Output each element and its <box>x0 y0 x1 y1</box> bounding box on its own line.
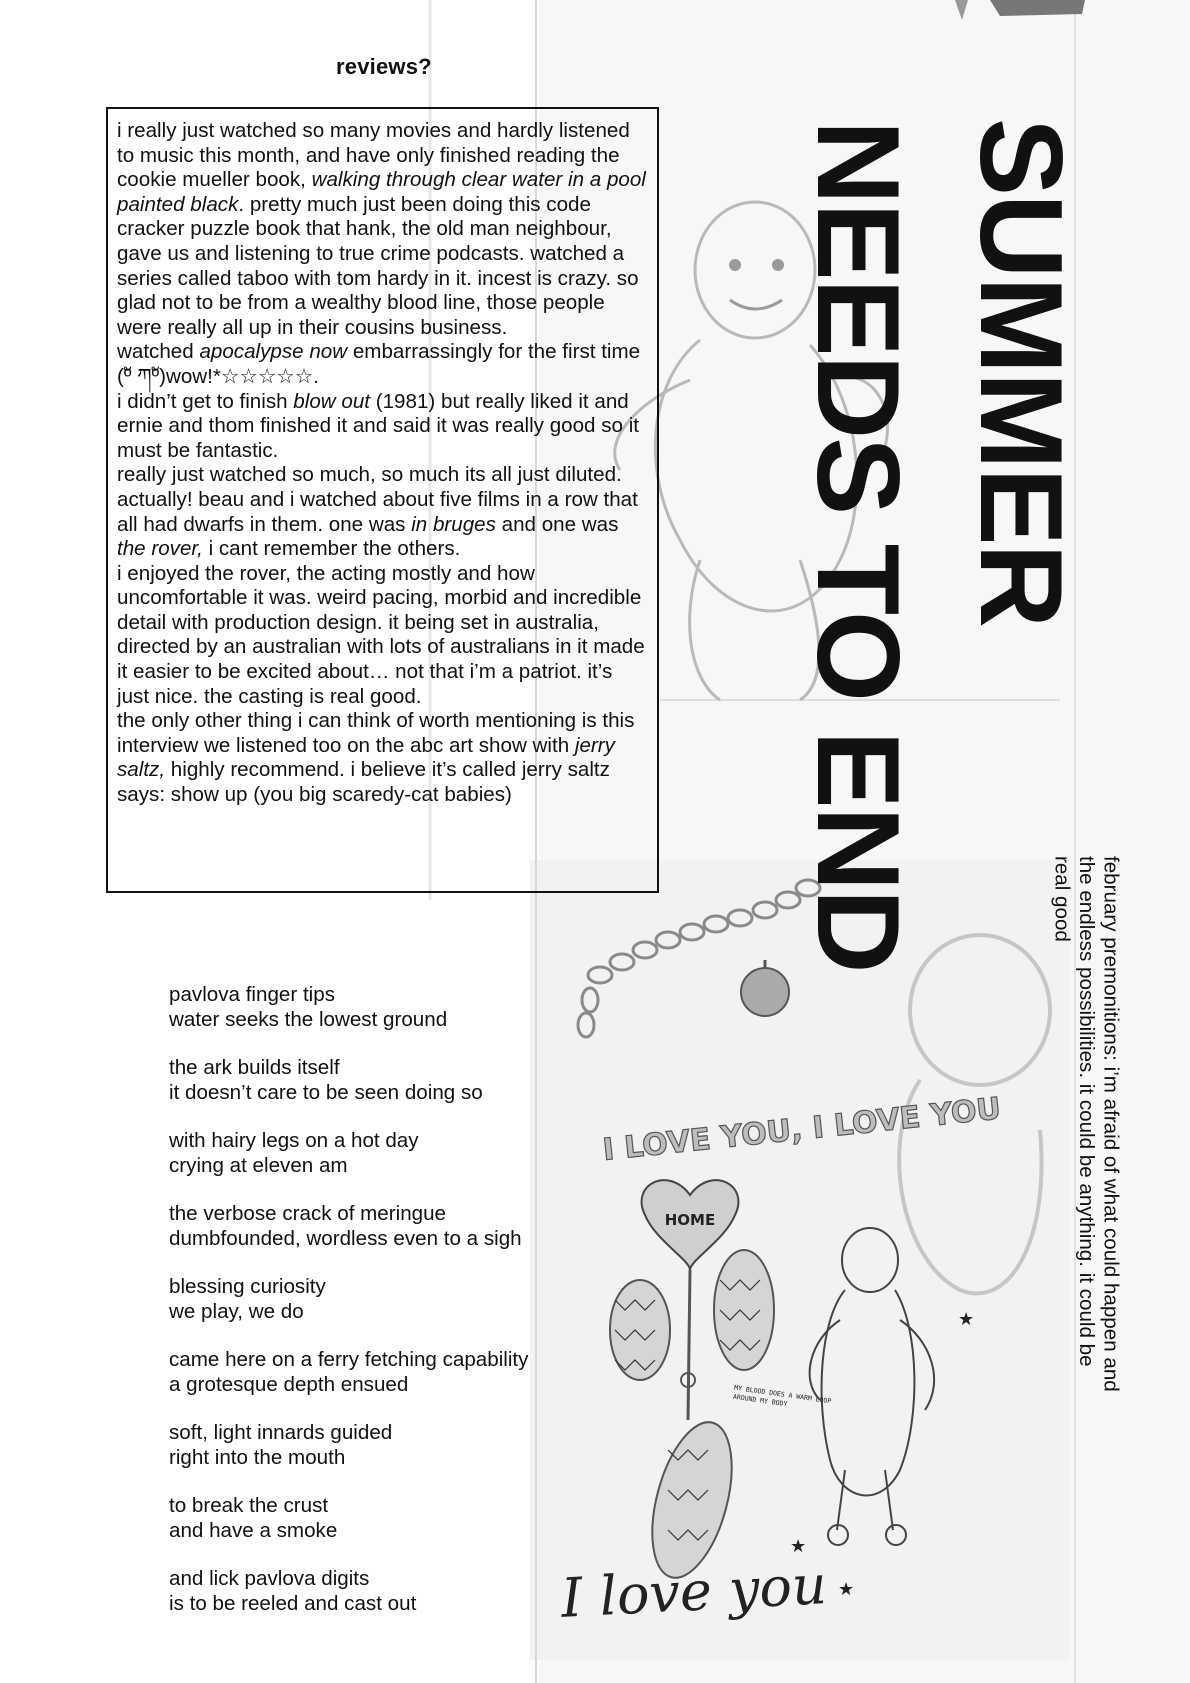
poem-line: water seeks the lowest ground <box>169 1007 448 1031</box>
side-note: february premonitions: i’m afraid of what could happen and the endless possibilities. it could be anything. it could be real good <box>1050 856 1123 1392</box>
love-you-lettering <box>600 1091 1003 1200</box>
poem-line: pavlova finger tips <box>169 983 335 1006</box>
svg-text:★: ★ <box>838 1579 855 1600</box>
title-line-1: SUMMER <box>956 118 1087 626</box>
reviews-box <box>106 107 659 893</box>
review-paragraph <box>117 119 649 340</box>
review-title-text: jerry saltz, <box>117 733 615 782</box>
love-you-text: I LOVE YOU, I LOVE YOU <box>601 1091 1003 1168</box>
review-title-text: in bruges <box>411 512 496 536</box>
review-text-run: highly recommend. i believe it’s called jerry saltz says: show up (you big scaredy-cat babies) <box>117 758 610 807</box>
review-paragraph <box>117 562 649 710</box>
review-text-run: i really just watched so many movies and hardly listened to music this month, and have only finished reading the cookie mueller book, <box>117 119 630 192</box>
review-text-run: really just watched so much, so much its all just diluted. actually! beau and i watched about five films in a row that all had dwarfs in them. one was <box>117 463 638 536</box>
poem-line: and have a smoke <box>169 1518 338 1542</box>
svg-text:★: ★ <box>790 1536 807 1557</box>
poem-stanza <box>169 1129 609 1178</box>
love-you-script: I love you <box>559 1553 829 1630</box>
poem-line: the verbose crack of meringue <box>169 1202 447 1225</box>
poem-stanza <box>169 1421 609 1470</box>
review-paragraph <box>117 463 649 561</box>
poem-stanza <box>169 983 609 1032</box>
blood-note-text: MY BLOOD DOES A WARM LOOP AROUND MY BODY <box>732 1383 832 1409</box>
poem-line: is to be reeled and cast out <box>169 1591 417 1615</box>
poem-line: to break the crust <box>169 1494 329 1517</box>
poem-stanza <box>169 1056 609 1105</box>
review-title-text: blow out <box>293 389 371 413</box>
svg-text:HOME: HOME <box>664 1211 716 1229</box>
poem-line: a grotesque depth ensued <box>169 1372 409 1396</box>
poem-stanza <box>169 1494 609 1543</box>
review-text-run: i cant remember the others. <box>202 537 461 561</box>
poem-line: the ark builds itself <box>169 1056 340 1079</box>
review-text-run: i enjoyed the rover, the acting mostly and how uncomfortable it was. weird pacing, morbid and incredible detail with production design. it being set in australia, directed by an australian with lots of australians in it made it easier to be excited about… not that i’m a patriot. it’s just nice. the casting is real good. <box>117 561 645 708</box>
svg-text:★: ★ <box>958 1309 975 1330</box>
review-text-run: embarrassingly for the first time (ºั ཀºั)wow!*☆☆☆☆☆. <box>117 340 641 388</box>
poem-stanza <box>169 1202 609 1251</box>
review-title-text: walking through clear water in a pool painted black <box>117 168 646 216</box>
review-text-run: the only other thing i can think of worth mentioning is this interview we listened too on the abc art show with <box>117 709 635 757</box>
poem-line: came here on a ferry fetching capability <box>169 1348 529 1371</box>
poem-line: right into the mouth <box>169 1445 346 1469</box>
poem-line: we play, we do <box>169 1299 304 1323</box>
review-title-text: apocalypse now <box>199 340 348 364</box>
review-paragraph <box>117 340 649 389</box>
poem-line: soft, light innards guided <box>169 1421 393 1444</box>
reviews-body <box>117 119 649 808</box>
poem-line: crying at eleven am <box>169 1153 348 1177</box>
poem-stanza <box>169 1567 609 1616</box>
poem-line: dumbfounded, wordless even to a sigh <box>169 1226 522 1250</box>
review-paragraph <box>117 390 649 464</box>
poem-stanza <box>169 1275 609 1324</box>
title-line-2: NEEDS TO END <box>793 120 924 972</box>
review-paragraph <box>117 709 649 807</box>
reviews-heading: reviews? <box>336 54 432 79</box>
review-text-run: watched <box>117 340 200 364</box>
poem <box>169 983 609 1640</box>
poem-line: with hairy legs on a hot day <box>169 1129 419 1152</box>
review-text-run: (1981) but really liked it and ernie and thom finished it and said it was really good so it must be fantastic. <box>117 389 640 462</box>
poem-line: blessing curiosity <box>169 1275 326 1298</box>
poem-line: and lick pavlova digits <box>169 1567 370 1590</box>
review-title-text: the rover, <box>117 537 203 561</box>
review-text-run: i didn’t get to finish <box>117 389 294 413</box>
poem-line: it doesn’t care to be seen doing so <box>169 1080 483 1104</box>
review-text-run: and one was <box>495 512 619 536</box>
poem-stanza <box>169 1348 609 1397</box>
review-text-run: . pretty much just been doing this code cracker puzzle book that hank, the old man neighbour, gave us and listening to true crime podcasts. watched a series called taboo with tom hardy in it. incest is crazy. so glad not to be from a wealthy blood line, those people were really all up in their cousins business. <box>117 192 639 339</box>
